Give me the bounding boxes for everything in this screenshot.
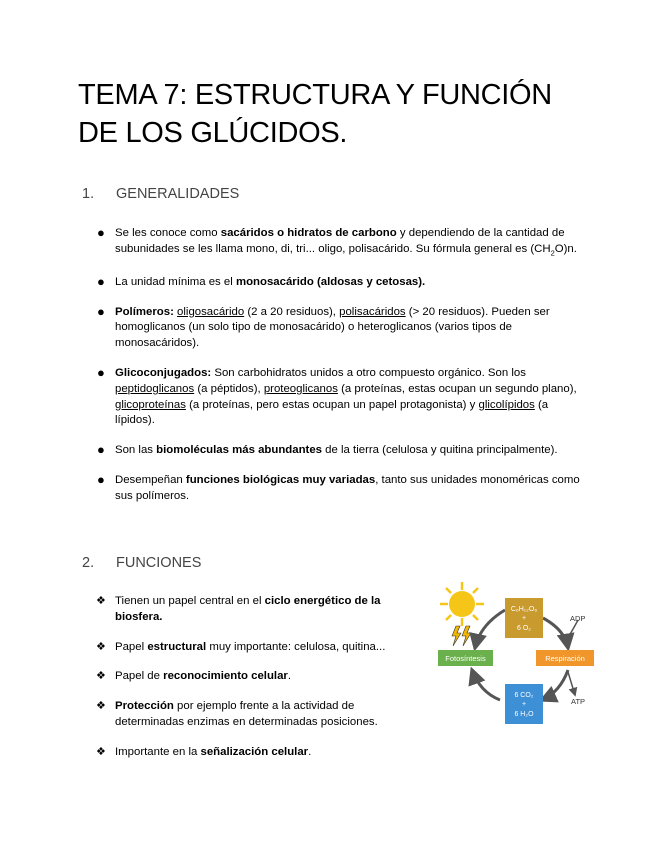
list-item (0, 640, 400, 656)
text: Papel (115, 640, 148, 653)
section-heading-generalidades (82, 186, 239, 202)
list-item (0, 443, 580, 459)
carbon-energy-cycle-diagram (430, 580, 600, 730)
co2-water-box (505, 684, 543, 724)
lightning-icon (452, 626, 471, 646)
text: (a péptidos), (194, 382, 264, 395)
text: . (287, 670, 292, 683)
bold-text: sacáridos o hidratos de carbono (220, 227, 397, 239)
box-text: 6 O₂ (517, 625, 531, 632)
list-item (0, 226, 580, 261)
bullet-icon: ● (97, 365, 105, 381)
list-item (0, 473, 580, 505)
text: (a proteínas, estas ocupan un segundo plano), (337, 382, 577, 395)
text: (2 a 20 residuos), (244, 305, 340, 318)
section-title: GENERALIDADES (116, 186, 240, 202)
text: (a proteínas, pero estas ocupan un papel protagonista) y (185, 398, 479, 411)
text: Tienen un papel central en el (115, 595, 265, 607)
bold-text: ciclo energético de la biosfera. (115, 595, 381, 623)
fotosintesis-label-box (438, 650, 493, 666)
bullet-icon: ● (97, 442, 105, 458)
underlined-term: glicolípidos (478, 398, 535, 411)
list-item (0, 745, 400, 761)
bold-text: funciones biológicas muy variadas (185, 474, 376, 487)
text: Son las (115, 444, 157, 457)
text: . (308, 745, 312, 758)
box-text: 6 CO₂ (514, 692, 534, 699)
box-text: + (521, 615, 527, 622)
list-item (0, 669, 400, 685)
atp-label: ATP (571, 697, 586, 706)
box-text: C₆H₁₂O₆ (510, 606, 538, 613)
text: Importante en la (115, 745, 201, 758)
box-text: 6 H₂O (514, 711, 534, 718)
section-title: FUNCIONES (116, 555, 202, 571)
adp-label: ADP (570, 614, 586, 623)
section-number: 2. (82, 555, 95, 571)
list-item (0, 594, 400, 626)
text: y dependiendo de la cantidad de subunidades se les llama mono, di, tri... oligo, polisacárido. Su fórmula general es (CH (115, 227, 565, 255)
bold-text: Polímeros: (115, 305, 174, 318)
text: La unidad mínima es el (115, 275, 236, 288)
bold-text: estructural (147, 640, 207, 653)
text: O)n. (554, 242, 577, 255)
section-heading-funciones (82, 555, 201, 571)
diamond-bullet-icon: ❖ (96, 640, 106, 653)
box-text: + (521, 701, 527, 708)
bold-text: biomoléculas más abundantes (156, 444, 323, 457)
text: Papel de (115, 670, 164, 683)
subscript: 2 (550, 248, 555, 258)
text: muy importante: celulosa, quitina... (206, 640, 386, 653)
text: Desempeñan (115, 474, 186, 487)
list-item (0, 699, 400, 731)
bullet-icon: ● (97, 225, 105, 240)
bullet-icon: ● (97, 472, 105, 488)
diamond-bullet-icon: ❖ (96, 670, 106, 683)
diamond-bullet-icon: ❖ (96, 700, 106, 713)
respiracion-label-box (536, 650, 594, 666)
underlined-term: polisacáridos (339, 305, 406, 318)
label-text: Fotosíntesis (445, 654, 486, 663)
bold-text: Glicoconjugados: (115, 367, 212, 380)
underlined-term: proteoglicanos (263, 382, 338, 395)
list-item (0, 366, 580, 429)
funciones-list (0, 594, 400, 775)
text: (a lípidos). (115, 398, 549, 427)
bold-text: monosacárido (aldosas y cetosas). (235, 275, 426, 288)
bold-text: Protección (115, 700, 174, 713)
sun-icon (440, 582, 484, 626)
label-text: Respiración (545, 654, 585, 663)
text: Son carbohidratos unidos a otro compuesto orgánico. Son los (211, 367, 526, 380)
bullet-icon: ● (97, 303, 105, 319)
diamond-bullet-icon: ❖ (96, 595, 106, 607)
underlined-term: oligosacárido (177, 305, 245, 318)
bullet-icon: ● (97, 273, 105, 289)
text: por ejemplo frente a la actividad de determinadas enzimas en determinadas posiciones. (115, 700, 378, 728)
text: (> 20 residuos). Pueden ser homoglicanos (un solo tipo de monosacárido) o heteroglicanos (varios tipos de monosacáridos). (115, 305, 550, 350)
text: Se les conoce como (115, 227, 221, 239)
bold-text: señalización celular (200, 745, 309, 758)
text: de la tierra (celulosa y quitina principalmente). (322, 444, 558, 457)
list-item (0, 305, 580, 352)
glucose-box (505, 598, 543, 638)
underlined-term: glicoproteínas (115, 398, 186, 411)
section-number: 1. (82, 186, 95, 202)
bold-text: reconocimiento celular (163, 670, 288, 683)
underlined-term: peptidoglicanos (115, 382, 195, 395)
text: , tanto sus unidades monoméricas como sus polímeros. (115, 474, 580, 502)
generalidades-list (0, 226, 580, 519)
diamond-bullet-icon: ❖ (96, 745, 106, 758)
list-item (0, 275, 580, 291)
page-title: TEMA 7: ESTRUCTURA Y FUNCIÓN DE LOS GLÚCIDOS. (78, 79, 552, 149)
